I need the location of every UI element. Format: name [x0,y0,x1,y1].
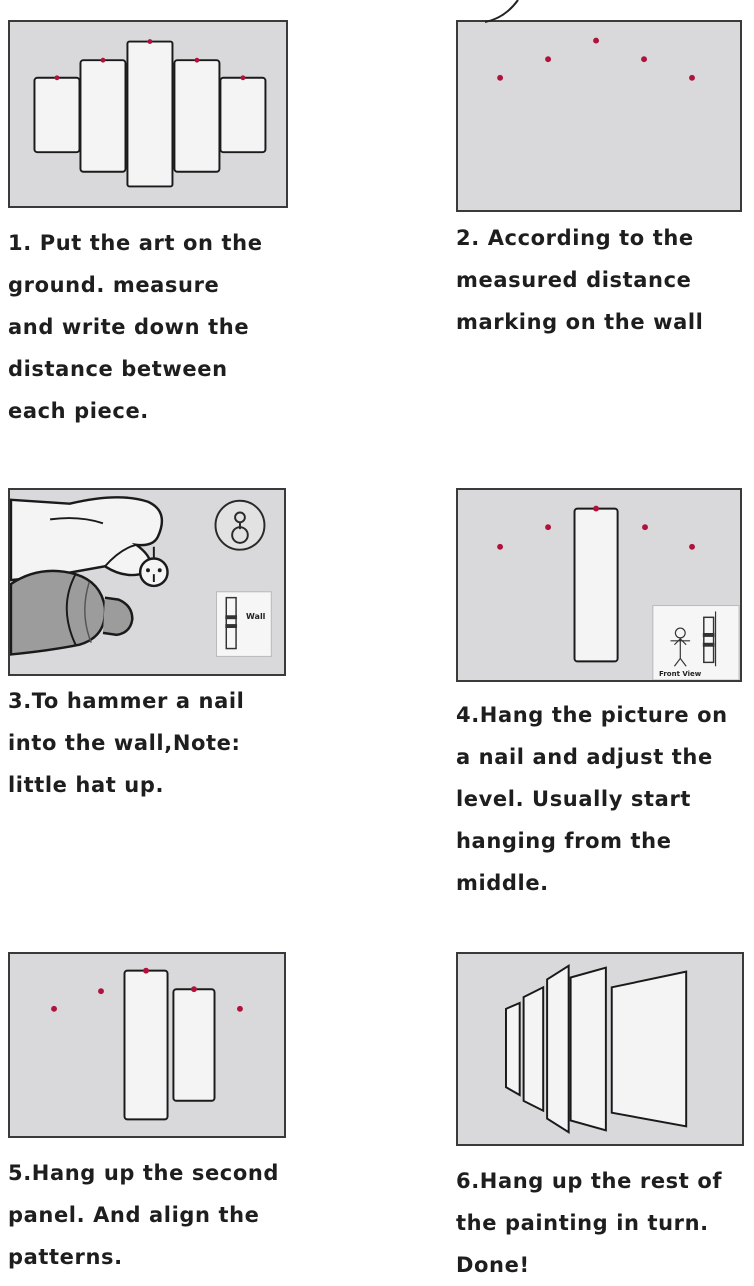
hanging-point-3 [148,39,153,44]
hanging-point-center [143,968,149,974]
hung-center-panel [124,971,167,1120]
caption-line: patterns. [8,1245,123,1269]
hung-second-panel [173,989,214,1101]
caption-line: hanging from the [456,829,672,853]
caption-line: middle. [456,871,549,895]
caption-line: a nail and adjust the [456,745,713,769]
step-1-illustration [8,20,288,208]
wall-mark-5 [237,1006,243,1012]
hanging-point-4 [194,58,199,63]
step-6-illustration [456,952,744,1146]
caption-line: 2. According to the [456,226,694,250]
hand-icon [11,497,162,580]
caption-line: 4.Hang the picture on [456,703,728,727]
caption-line: marking on the wall [456,310,704,334]
step-4-caption [456,694,728,904]
hanging-point-5 [240,75,245,80]
step-4-illustration [456,488,742,682]
wall-mark-5 [689,75,695,81]
finished-perspective-drawing [458,954,742,1144]
caption-line: Done! [456,1253,530,1277]
caption-line: level. Usually start [456,787,692,811]
caption-line: 5.Hang up the second [8,1161,280,1185]
art-panel-5 [220,78,265,152]
step-2-illustration [456,20,742,212]
wall-mark-2 [98,988,104,994]
caption-line: and write down the [8,315,250,339]
caption-line: into the wall,Note: [8,731,241,755]
caption-line: each piece. [8,399,149,423]
hanging-point-1 [55,75,60,80]
art-panel-3 [127,42,172,187]
finished-panel-3 [547,966,569,1132]
wall-mark-2 [545,524,551,530]
step-2-caption [456,217,703,343]
caption-line: the painting in turn. [456,1211,709,1235]
caption-line: distance between [8,357,228,381]
art-panel-2 [80,60,125,172]
five-panels-on-ground-drawing [10,22,286,206]
wall-mark-4 [641,56,647,62]
caption-line: 3.To hammer a nail [8,689,245,713]
wall-mark-1 [497,75,503,81]
step-5-caption [8,1152,279,1278]
step-1-caption [8,222,263,432]
wall-mark-3 [593,38,599,44]
hung-center-panel [575,509,618,662]
wall-inset [216,592,271,657]
hanging-point-2 [101,58,106,63]
finished-panel-1 [506,1003,520,1095]
caption-line: ground. measure [8,273,220,297]
finished-panel-5 [612,972,686,1127]
art-panel-4 [174,60,219,172]
caption-line: panel. And align the [8,1203,260,1227]
front-view-inset-label: Front View [659,670,702,678]
finished-panel-2 [524,987,544,1110]
finished-panel-4 [571,968,606,1131]
wall-mark-4 [642,524,648,530]
caption-line: little hat up. [8,773,165,797]
wall-inset-label: Wall [246,612,266,621]
caption-line: 6.Hang up the rest of [456,1169,723,1193]
step-3-illustration [8,488,286,676]
art-panel-1 [34,78,79,152]
step-5-illustration [8,952,286,1138]
caption-line: 1. Put the art on the [8,231,263,255]
hammer-nail-drawing [10,490,284,674]
wall-mark-1 [497,544,503,550]
hang-second-panel-drawing [10,954,284,1136]
wall-mark-1 [51,1006,57,1012]
wall-marks-drawing [458,22,740,210]
hang-first-panel-drawing [458,490,740,680]
caption-line: measured distance [456,268,692,292]
step-3-caption [8,680,244,806]
front-view-inset [653,606,739,680]
pencil-line-icon [480,0,540,24]
step-6-caption [456,1160,722,1286]
hanging-point-second [191,986,197,992]
wall-mark-5 [689,544,695,550]
hanging-point-center [593,506,599,512]
wall-mark-2 [545,56,551,62]
